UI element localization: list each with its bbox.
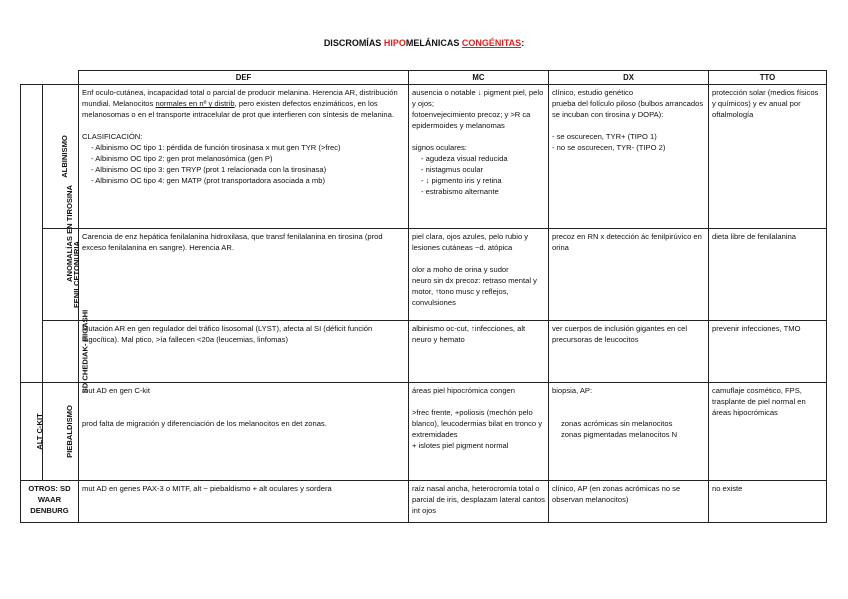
table-row [21, 481, 827, 523]
table-row [21, 383, 827, 481]
waardenburg-dx: clínico, AP (en zonas acrómicas no se observan melanocitos) [549, 481, 709, 523]
fenil-mc: piel clara, ojos azules, pelo rubio y lesiones cutáneas ~d. atópica olor a moho de orina y sudor neuro sin dx precoz: retraso mental y motor, ↑tono musc y reflejos, convulsiones [409, 229, 549, 321]
piebald-mc: áreas piel hipocrómica congen >frec frente, +poliosis (mechón pelo blanco), leucodermias bilat en tronco y extremidades + islotes piel pigment normal [409, 383, 549, 481]
albinismo-tto: protección solar (medios físicos y químicos) y ev anual por oftalmología [709, 85, 827, 229]
discromias-table [20, 70, 827, 523]
piebald-dx: biopsia, AP: zonas acrómicas sin melanocitos zonas pigmentadas melanocitos N [549, 383, 709, 481]
table-row [21, 229, 827, 321]
row-name-piebaldismo: PIEBALDISMO [43, 383, 79, 481]
row-name-albinismo: ALBINISMO [43, 85, 79, 229]
page-title: DISCROMÍAS HIPOMELÁNICAS CONGÉNITAS: [323, 38, 525, 48]
row-name-fenilcetonuria: FENILCETONURIA [43, 229, 79, 321]
piebald-def: mut AD en gen C-kit prod falta de migración y diferenciación de los melanocitos en det zonas. [79, 383, 409, 481]
albinismo-mc: ausencia o notable ↓ pigment piel, pelo y ojos; fotoenvejecimiento precoz; y >R ca epidermoides y melanomas signos oculares: - agudeza visual reducida - nistagmus ocular - ↓ pigmento iris y retina - estrabismo alternante [409, 85, 549, 229]
chediak-tto: prevenir infecciones, TMO [709, 321, 827, 383]
header-dx: DX [549, 71, 709, 85]
header-tto: TTO [709, 71, 827, 85]
fenil-dx: precoz en RN x detección ác fenilpirúvico en orina [549, 229, 709, 321]
albinismo-def: Enf oculo-cutánea, incapacidad total o parcial de producir melanina. Herencia AR, distribución mundial. Melanocitos normales en nº y distrib, pero existen defectos enzimáticos, en los melanosomas o en el transporte intracelular de prot que interfieren con síntesis de melanina. CLASIFICACIÓN: - Albinismo OC tipo 1: pérdida de función tirosinasa x mut gen TYR (>frec) - Albinismo OC tipo 2: gen prot melanosómica (gen P) - Albinismo OC tipo 3: gen TRYP (prot 1 relacionada con la tirosinasa) - Albinismo OC tipo 4: gen MATP (prot transportadora asociada a mb) [79, 85, 409, 229]
header-row [21, 71, 827, 85]
chediak-dx: ver cuerpos de inclusión gigantes en cel precursoras de leucocitos [549, 321, 709, 383]
chediak-def: Mutación AR en gen regulador del tráfico lisosomal (LYST), afecta al SI (déficit función fagocítica). Mal ptico, >ía fallecen <20a (leucemias, linfomas) [79, 321, 409, 383]
waardenburg-def: mut AD en genes PAX-3 o MITF, alt ~ piebaldismo + alt oculares y sordera [79, 481, 409, 523]
header-def: DEF [79, 71, 409, 85]
waardenburg-mc: raíz nasal ancha, heterocromía total o parcial de iris, desplazam lateral cantos int ojos [409, 481, 549, 523]
row-name-waardenburg: OTROS: SD WAAR DENBURG [21, 481, 79, 523]
table-row [21, 85, 827, 229]
fenil-tto: dieta libre de fenilalanina [709, 229, 827, 321]
group-alt-ckit: ALT C-KIT [21, 383, 43, 481]
waardenburg-tto: no existe [709, 481, 827, 523]
chediak-mc: albinismo oc-cut, ↑infecciones, alt neuro y hemato [409, 321, 549, 383]
group-anomalias: ANOMALÍAS EN TIROSINA [21, 85, 43, 383]
header-mc: MC [409, 71, 549, 85]
table-row [21, 321, 827, 383]
row-name-chediak: SD CHEDIAK- HIGASHI [43, 321, 79, 383]
albinismo-dx: clínico, estudio genético prueba del folículo piloso (bulbos arrancados se incuban con tirosina y DOPA): - se oscurecen, TYR+ (TIPO 1) - no se oscurecen, TYR- (TIPO 2) [549, 85, 709, 229]
piebald-tto: camuflaje cosmético, FPS, trasplante de piel normal en áreas hipocrómicas [709, 383, 827, 481]
fenil-def: Carencia de enz hepática fenilalanina hidroxilasa, que transf fenilalanina en tirosina (prod exceso fenilalanina en sangre). Herencia AR. [79, 229, 409, 321]
